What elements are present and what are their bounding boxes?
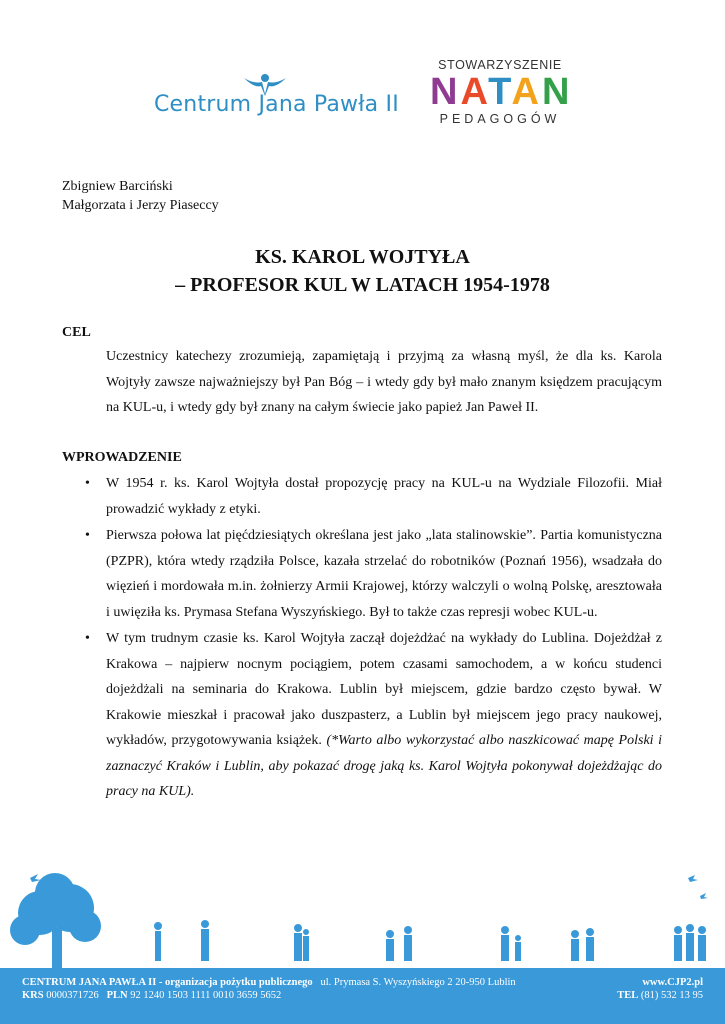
natan-letter: N: [430, 71, 461, 113]
bird-icon: [700, 893, 708, 899]
footer-bar: [0, 968, 725, 1024]
natan-top-text: STOWARZYSZENIE: [438, 58, 562, 72]
list-item-text: W tym trudnym czasie ks. Karol Wojtyła zaczął dojeżdżać na wykłady do Lublina. Dojeżdżał z Krakowa – najpierw nocnym pociągiem, potem czasami samochodem, a w końcu studenci dojeżdżali na seminaria do Krakowa. Lublin był miejscem, gdzie bardzo często bywał. W Krakowie mieszkał i pracował jako duszpasterz, a Lublin był miejscem jego pracy naukowej, wykładów, przygotowywania książek.: [106, 631, 662, 748]
krs-label: KRS: [22, 990, 44, 1001]
section-heading-wprowadzenie: WPROWADZENIE: [62, 450, 182, 465]
list-item: [62, 626, 662, 805]
footer-phone: [617, 989, 703, 1002]
natan-letter: N: [541, 71, 573, 113]
footer-org-name: CENTRUM JANA PAWŁA II - organizacja pożytku publicznego: [22, 977, 313, 988]
natan-letter: T: [488, 71, 512, 113]
bird-icon: [688, 875, 698, 882]
footer-registry-line: [22, 989, 281, 1002]
centrum-jana-pawla-logo: [150, 70, 399, 130]
title-line: – PROFESOR KUL W LATACH 1954-1978: [175, 274, 550, 296]
cjp-logo-text: Centrum Jana Pawła II: [154, 92, 399, 117]
section-heading-cel: CEL: [62, 325, 91, 340]
natan-logo: [430, 58, 573, 128]
italic-note: (*Warto albo wykorzystać albo naszkicować mapę Polski i zaznaczyć Kraków i Lublin, aby pokazać drogę jaką ks. Karol Wojtyła pokonywał dojeżdżając do pracy na KUL).: [106, 733, 663, 799]
pln-label: PLN: [106, 990, 128, 1001]
document-title: [0, 243, 725, 299]
list-item: • Pierwsza połowa lat pięćdziesiątych określana jest jako „lata stalinowskie”. Partia komunistyczna (PZPR), która wtedy rządziła Polsce, kazała strzelać do robotników (Poznań 1956), wsadzała do więzień i mordowała m.in. żołnierzy Armii Krajowej, którzy walczyli o wolną Polskę, aresztowała i uwięziła ks. Prymasa Stefana Wyszyńskiego. Był to także czas represji wobec KUL-u.: [62, 523, 662, 625]
natan-letter: A: [460, 71, 489, 113]
cel-paragraph: Uczestnicy katechezy zrozumieją, zapamiętają i przyjmą za własną myśl, że dla ks. Karola Wojtyły zawsze najważniejszy był Pan Bóg – i wtedy gdy był mało znanym księdzem pracującym na KUL-u, i wtedy gdy był znany na całym świecie jako papież Jan Paweł II.: [106, 349, 662, 415]
footer-silhouettes-illustration: [0, 858, 725, 968]
tel-number: (81) 532 13 95: [640, 990, 703, 1001]
author-line: Małgorzata i Jerzy Piaseccy: [62, 198, 219, 213]
intro-bullet-list: [62, 471, 662, 806]
natan-letter: A: [511, 71, 542, 113]
footer-org-line: [22, 976, 516, 989]
authors: [62, 177, 219, 215]
tel-label: TEL: [617, 990, 639, 1001]
tree-icon: [10, 873, 101, 968]
natan-wordmark: [430, 71, 573, 113]
krs-number: 0000371726: [46, 990, 99, 1001]
pln-number: 92 1240 1503 1111 0010 3659 5652: [130, 990, 282, 1001]
title-line: KS. KAROL WOJTYŁA: [255, 246, 470, 268]
natan-bottom-text: PEDAGOGÓW: [439, 112, 561, 126]
people-silhouettes-icon: [154, 920, 706, 961]
list-item: • W 1954 r. ks. Karol Wojtyła dostał propozycję pracy na KUL-u na Wydziale Filozofii. Miał prowadzić wykłady z etyki.: [62, 471, 662, 522]
footer-website-link[interactable]: www.CJP2.pl: [642, 977, 703, 988]
footer-address: ul. Prymasa S. Wyszyńskiego 2 20-950 Lublin: [320, 977, 516, 988]
author-line: Zbigniew Barciński: [62, 179, 173, 194]
